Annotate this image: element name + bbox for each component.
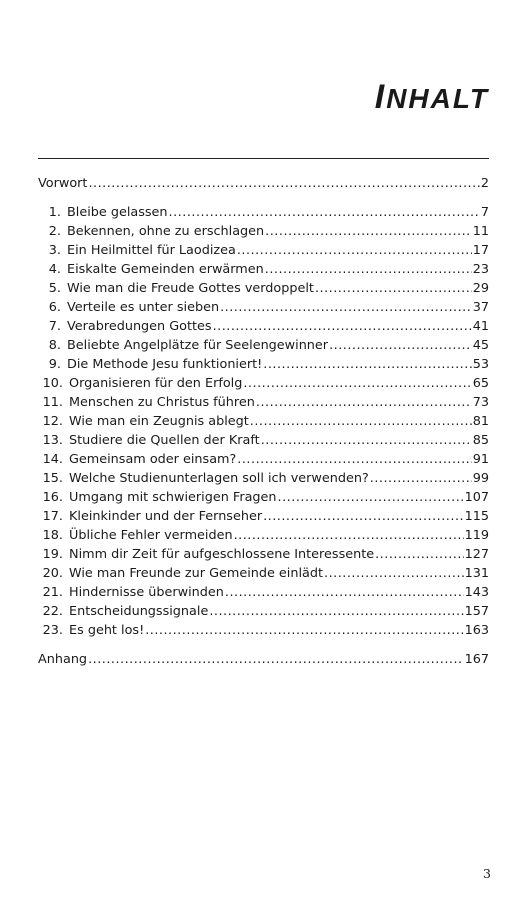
toc-page-number: 23 <box>472 262 489 277</box>
chapter-number: 4. <box>48 262 61 277</box>
chapter-title: Wie man die Freude Gottes verdoppelt <box>67 281 314 296</box>
toc-page-number: 7 <box>480 205 489 220</box>
leader-dots <box>261 431 472 450</box>
chapter-number: 3. <box>48 243 61 258</box>
toc-page-number: 37 <box>472 300 489 315</box>
chapter-number: 18. <box>42 528 63 543</box>
chapter-title: Beliebte Angelplätze für Seelengewinner <box>67 338 329 353</box>
chapter-list <box>38 203 489 640</box>
chapter-number: 11. <box>42 395 63 410</box>
leader-dots <box>243 374 471 393</box>
leader-dots <box>375 545 463 564</box>
leader-dots <box>370 469 472 488</box>
chapter-number: 6. <box>48 300 61 315</box>
toc-entry <box>38 526 489 545</box>
chapter-number: 5. <box>48 281 61 296</box>
toc-label: Anhang <box>38 652 88 667</box>
leader-dots <box>265 222 472 241</box>
toc-page-number: 65 <box>472 376 489 391</box>
toc-page-number: 11 <box>472 224 489 239</box>
leader-dots <box>169 203 480 222</box>
toc-page-number: 143 <box>464 585 489 600</box>
leader-dots <box>234 526 464 545</box>
toc-entry <box>38 469 489 488</box>
toc-page-number: 115 <box>464 509 489 524</box>
toc-entry <box>38 203 489 222</box>
chapter-number: 22. <box>42 604 63 619</box>
toc-page-number: 2 <box>480 176 489 191</box>
leader-dots <box>209 602 463 621</box>
chapter-title: Ein Heilmittel für Laodizea <box>67 243 236 258</box>
chapter-number: 10. <box>42 376 63 391</box>
leader-dots <box>220 298 472 317</box>
toc-entry <box>38 241 489 260</box>
chapter-number: 7. <box>48 319 61 334</box>
toc-page-number: 53 <box>472 357 489 372</box>
chapter-number: 15. <box>42 471 63 486</box>
toc-page-number: 163 <box>464 623 489 638</box>
toc-entry <box>38 507 489 526</box>
chapter-number: 16. <box>42 490 63 505</box>
chapter-title: Eiskalte Gemeinden erwärmen <box>67 262 264 277</box>
toc-page-number: 81 <box>472 414 489 429</box>
toc-entry <box>38 583 489 602</box>
toc-page-number: 157 <box>464 604 489 619</box>
chapter-title: Entscheidungssignale <box>69 604 209 619</box>
chapter-title: Bleibe gelassen <box>67 205 168 220</box>
toc-entry <box>38 431 489 450</box>
toc-page-number: 17 <box>472 243 489 258</box>
chapter-title: Es geht los! <box>69 623 145 638</box>
chapter-title: Bekennen, ohne zu erschlagen <box>67 224 265 239</box>
chapter-number: 23. <box>42 623 63 638</box>
leader-dots <box>329 336 472 355</box>
chapter-number: 12. <box>42 414 63 429</box>
chapter-number: 2. <box>48 224 61 239</box>
toc-page-number: 85 <box>472 433 489 448</box>
chapter-title: Kleinkinder und der Fernseher <box>69 509 263 524</box>
chapter-title: Studiere die Quellen der Kraft <box>69 433 260 448</box>
chapter-number: 13. <box>42 433 63 448</box>
chapter-title: Gemeinsam oder einsam? <box>69 452 237 467</box>
toc-entry <box>38 393 489 412</box>
chapter-number: 9. <box>48 357 61 372</box>
toc-entry <box>38 412 489 431</box>
toc-entry <box>38 374 489 393</box>
toc-entry <box>38 260 489 279</box>
chapter-title: Nimm dir Zeit für aufgeschlossene Interessente <box>69 547 375 562</box>
leader-dots <box>237 241 472 260</box>
leader-dots <box>250 412 472 431</box>
chapter-title: Welche Studienunterlagen soll ich verwenden? <box>69 471 369 486</box>
toc-entry <box>38 336 489 355</box>
page-title <box>375 80 489 114</box>
toc-label: Vorwort <box>38 176 88 191</box>
leader-dots <box>256 393 472 412</box>
chapter-number: 1. <box>48 205 61 220</box>
toc-page-number: 99 <box>472 471 489 486</box>
chapter-number: 21. <box>42 585 63 600</box>
page-number: 3 <box>483 866 491 881</box>
chapter-number: 20. <box>42 566 63 581</box>
chapter-title: Die Methode Jesu funktioniert! <box>67 357 263 372</box>
toc-entry <box>38 621 489 640</box>
toc-entry <box>38 355 489 374</box>
chapter-title: Organisieren für den Erfolg <box>69 376 243 391</box>
leader-dots <box>265 260 472 279</box>
chapter-title: Wie man Freunde zur Gemeinde einlädt <box>69 566 324 581</box>
table-of-contents <box>38 174 489 669</box>
chapter-title: Übliche Fehler vermeiden <box>69 528 233 543</box>
chapter-title: Wie man ein Zeugnis ablegt <box>69 414 249 429</box>
toc-entry <box>38 317 489 336</box>
toc-entry <box>38 602 489 621</box>
toc-page-number: 73 <box>472 395 489 410</box>
toc-page-number: 127 <box>464 547 489 562</box>
toc-page-number: 167 <box>464 652 489 667</box>
chapter-title: Hindernisse überwinden <box>69 585 224 600</box>
leader-dots <box>278 488 464 507</box>
leader-dots <box>315 279 472 298</box>
toc-entry <box>38 488 489 507</box>
chapter-title: Verabredungen Gottes <box>67 319 212 334</box>
toc-page-number: 45 <box>472 338 489 353</box>
toc-page-number: 41 <box>472 319 489 334</box>
leader-dots <box>225 583 464 602</box>
toc-entry-vorwort <box>38 174 489 193</box>
toc-page-number: 119 <box>464 528 489 543</box>
chapter-title: Verteile es unter sieben <box>67 300 220 315</box>
chapter-number: 14. <box>42 452 63 467</box>
chapter-title: Umgang mit schwierigen Fragen <box>69 490 277 505</box>
toc-page-number: 29 <box>472 281 489 296</box>
toc-entry <box>38 450 489 469</box>
title-rest: NHALT <box>386 83 489 114</box>
toc-entry <box>38 279 489 298</box>
toc-entry-anhang <box>38 650 489 669</box>
leader-dots <box>263 355 471 374</box>
title-initial: I <box>374 78 387 116</box>
toc-entry <box>38 222 489 241</box>
toc-entry <box>38 564 489 583</box>
leader-dots <box>263 507 463 526</box>
toc-entry <box>38 545 489 564</box>
toc-entry <box>38 298 489 317</box>
leader-dots <box>145 621 463 640</box>
leader-dots <box>88 174 479 193</box>
toc-page-number: 131 <box>464 566 489 581</box>
leader-dots <box>213 317 472 336</box>
leader-dots <box>324 564 464 583</box>
chapter-number: 8. <box>48 338 61 353</box>
toc-page-number: 91 <box>472 452 489 467</box>
chapter-title: Menschen zu Christus führen <box>69 395 255 410</box>
chapter-number: 19. <box>42 547 63 562</box>
leader-dots <box>88 650 464 669</box>
toc-page-number: 107 <box>464 490 489 505</box>
leader-dots <box>237 450 471 469</box>
chapter-number: 17. <box>42 509 63 524</box>
title-divider <box>38 158 489 159</box>
